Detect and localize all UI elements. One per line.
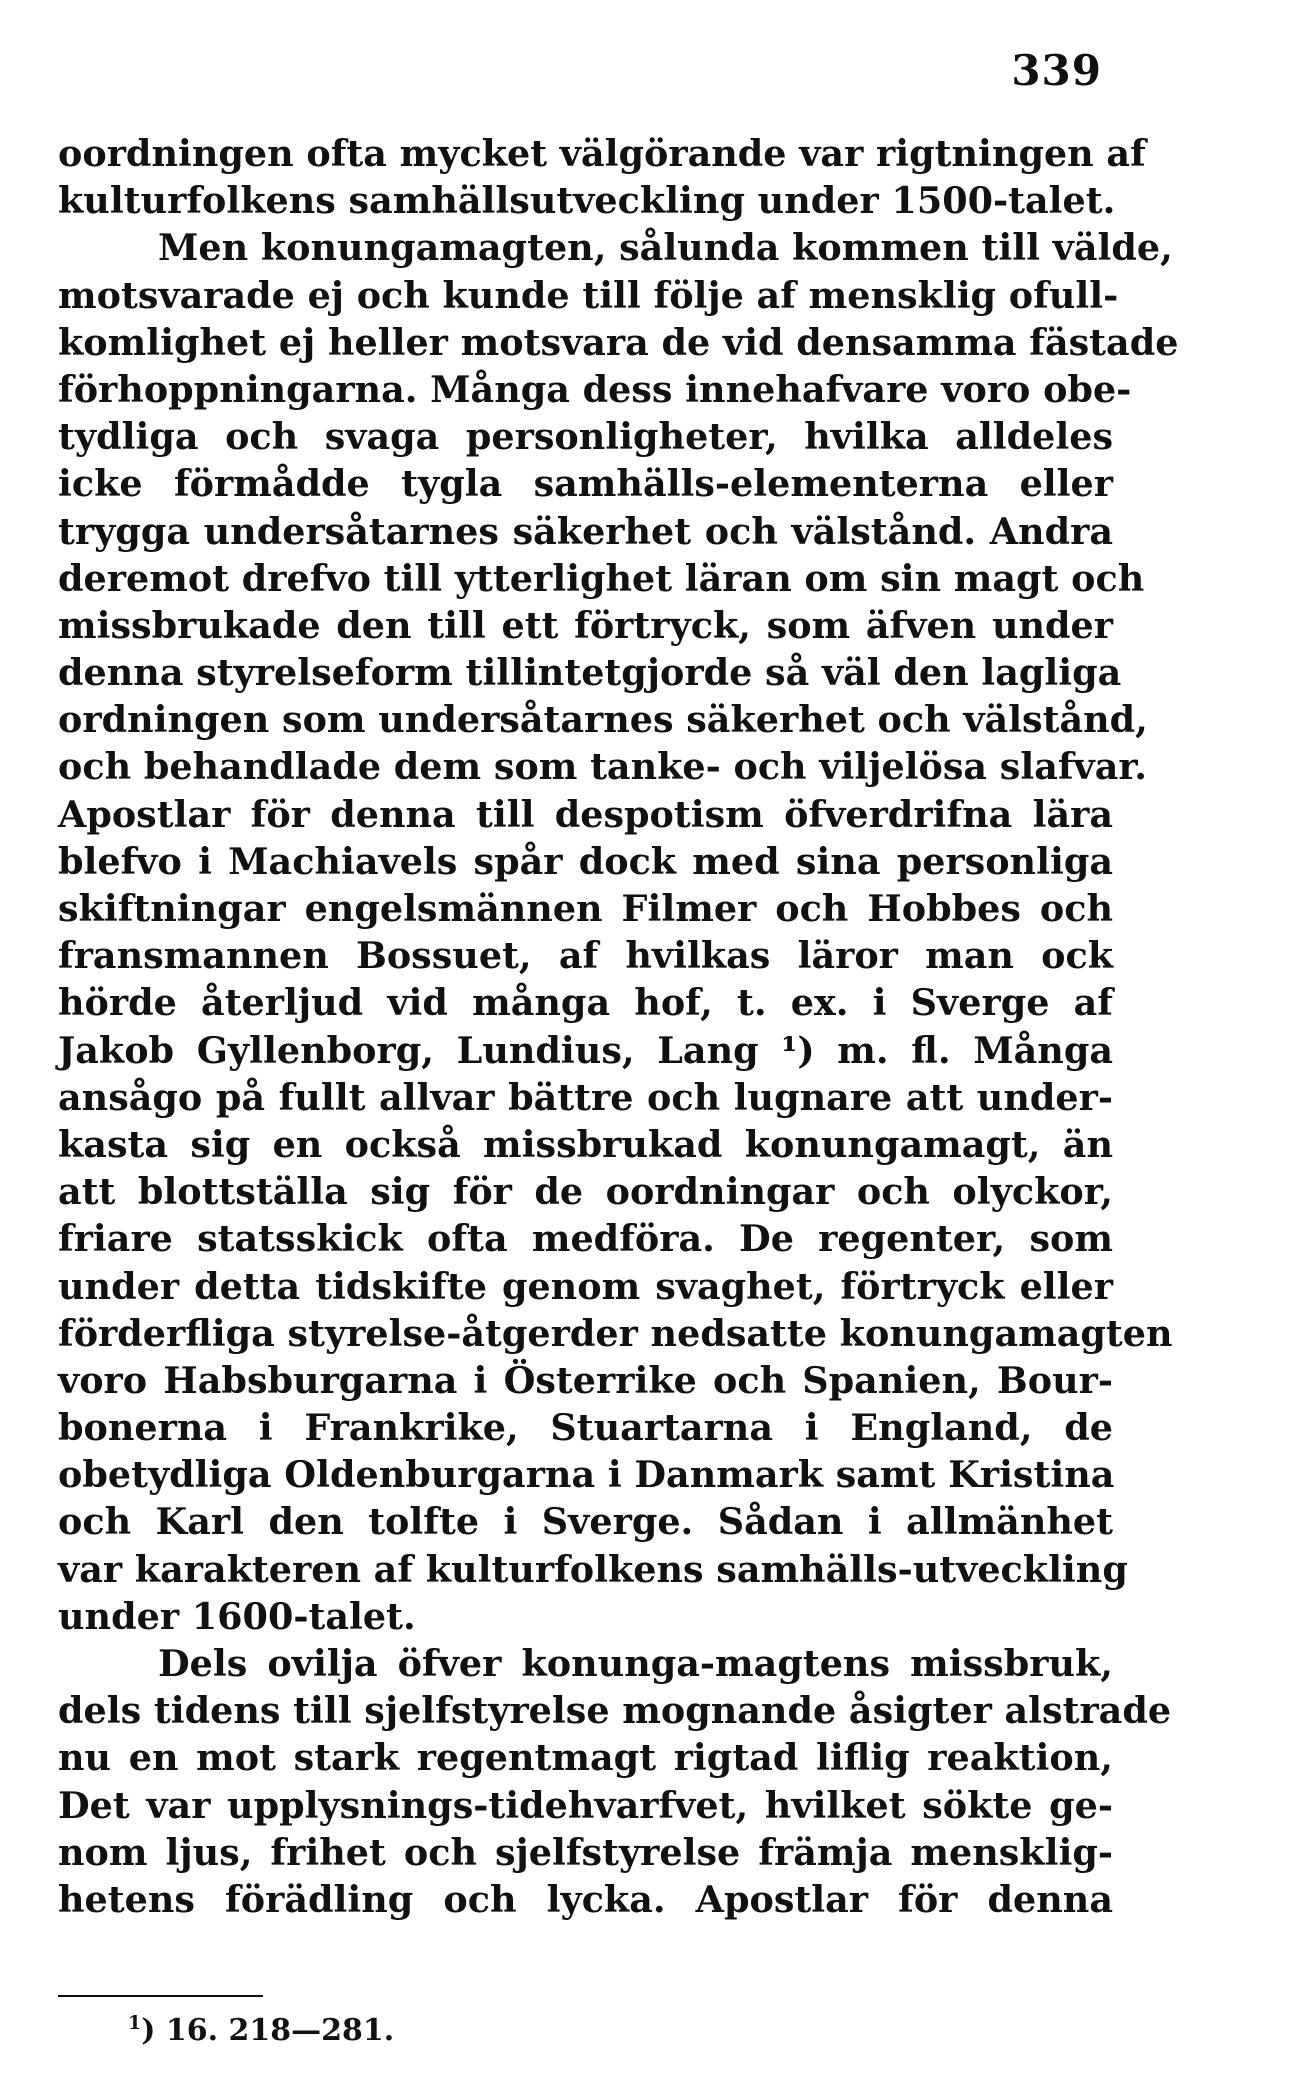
text-line: förderfliga styrelse-åtgerder nedsatte konungamagten: [58, 1311, 1173, 1355]
text-line: missbrukade den till ett förtryck, som äfven under: [58, 603, 1113, 647]
footnote: $^1$) 16. 218—281.: [128, 2012, 395, 2048]
text-line: att blottställa sig för de oordningar och olyckor,: [58, 1170, 1113, 1214]
text-line: dels tidens till sjelfstyrelse mognande åsigter alstrade: [58, 1689, 1172, 1733]
text-line: Dels ovilja öfver konunga-magtens missbruk,: [158, 1642, 1113, 1685]
text-line: ansågo på fullt allvar bättre och lugnare att under-: [58, 1075, 1113, 1119]
text-line: fransmannen Bossuet, af hvilkas läror man ock: [58, 934, 1113, 978]
text-line: Det var upplysnings-tidehvarfvet, hvilket sökte ge-: [58, 1783, 1113, 1827]
text-line: komlighet ej heller motsvara de vid densamma fästade: [58, 320, 1179, 364]
body-text: [58, 130, 1179, 1923]
text-line: hörde återljud vid många hof, t. ex. i Sverge af: [58, 981, 1113, 1025]
text-line: Jakob Gyllenborg, Lundius, Lang ¹) m. fl. Många: [58, 1028, 1113, 1072]
text-line: kasta sig en också missbrukad konungamagt, än: [58, 1122, 1113, 1166]
text-line: blefvo i Machiavels spår dock med sina personliga: [58, 839, 1113, 883]
text-line: och behandlade dem som tanke- och viljelösa slafvar.: [58, 745, 1147, 789]
text-line: och Karl den tolfte i Sverge. Sådan i allmänhet: [58, 1500, 1113, 1544]
text-line: obetydliga Oldenburgarna i Danmark samt Kristina: [58, 1453, 1115, 1497]
text-line: deremot drefvo till ytterlighet läran om sin magt och: [58, 556, 1145, 600]
page-number: 339: [1011, 46, 1102, 95]
text-line: bonerna i Frankrike, Stuartarna i England, de: [58, 1406, 1113, 1450]
text-line: denna styrelseform tillintetgjorde så väl den lagliga: [58, 651, 1122, 695]
text-line: förhoppningarna. Många dess innehafvare voro obe-: [58, 367, 1132, 411]
text-line: tydliga och svaga personligheter, hvilka alldeles: [58, 415, 1113, 459]
text-line: nom ljus, frihet och sjelfstyrelse främja mensklig-: [58, 1830, 1113, 1874]
text-line: nu en mot stark regentmagt rigtad liflig reaktion,: [58, 1736, 1113, 1780]
footnote-marker: 1: [128, 2012, 142, 2034]
text-line: Men konungamagten, sålunda kommen till välde,: [158, 226, 1173, 270]
text-line: icke förmådde tygla samhälls-elementerna eller: [58, 462, 1113, 506]
text-line: motsvarade ej och kunde till följe af mensklig ofull-: [58, 273, 1119, 317]
text-line: under detta tidskifte genom svaghet, förtryck eller: [58, 1264, 1113, 1308]
text-line: Apostlar för denna till despotism öfverdrifna lära: [58, 792, 1113, 836]
text-line: hetens förädling och lycka. Apostlar för denna: [58, 1877, 1113, 1921]
footnote-divider: [58, 1995, 263, 1997]
text-line: friare statsskick ofta medföra. De regenter, som: [58, 1217, 1113, 1261]
text-line: kulturfolkens samhällsutveckling under 1500-talet.: [58, 179, 1116, 223]
footnote-text: 16. 218—281.: [165, 2013, 395, 2048]
text-line: under 1600-talet.: [58, 1594, 416, 1638]
text-line: trygga undersåtarnes säkerhet och välstånd. Andra: [58, 509, 1113, 553]
text-line: oordningen ofta mycket välgörande var rigtningen af: [58, 132, 1146, 175]
text-line: skiftningar engelsmännen Filmer och Hobbes och: [58, 887, 1113, 930]
text-line: ordningen som undersåtarnes säkerhet och välstånd,: [58, 698, 1148, 742]
text-line: voro Habsburgarna i Österrike och Spanien, Bour-: [58, 1358, 1113, 1402]
text-line: var karakteren af kulturfolkens samhälls-utveckling: [58, 1547, 1128, 1591]
